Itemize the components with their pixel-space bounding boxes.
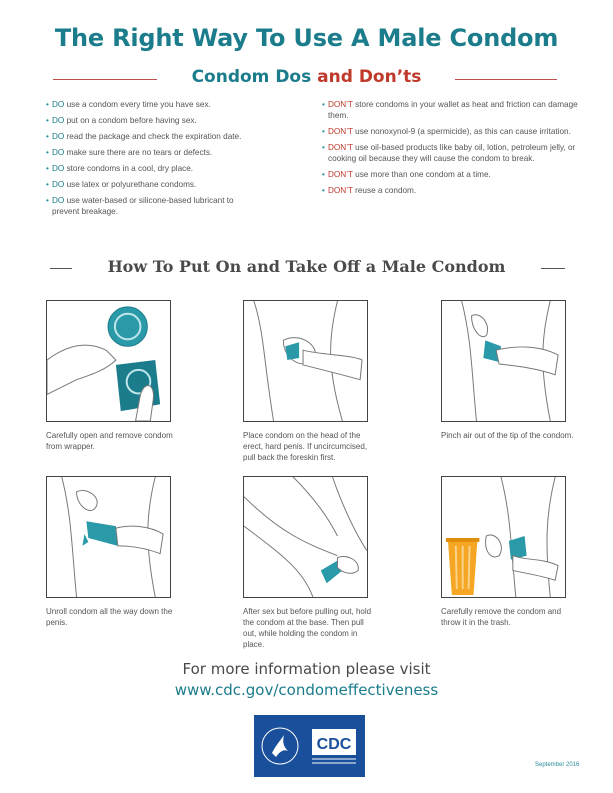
bullet-icon: • [322, 143, 325, 152]
bullet-icon: • [46, 180, 49, 189]
step-2-caption: Place condom on the head of the erect, hard penis. If uncircumcised, pull back the foreskin first. [243, 431, 368, 462]
subtitle-dos: Condom Dos [191, 67, 312, 87]
list-item: • DO use a condom every time you have sex. [46, 100, 211, 109]
hhs-eagle-icon [262, 728, 298, 764]
list-item: • DON’T use more than one condom at a time. [322, 170, 491, 179]
bullet-icon: • [46, 148, 49, 157]
bullet-icon: • [46, 100, 49, 109]
cdc-logo-icon [312, 729, 356, 763]
section-subtitle [0, 67, 613, 87]
hhs-cdc-logo [254, 715, 365, 777]
bullet-icon: • [46, 196, 49, 205]
subtitle-donts: and Don’ts [317, 67, 422, 87]
list-item: • DO make sure there are no tears or defects. [46, 148, 213, 157]
donts-list [322, 99, 582, 201]
step-5-illustration [243, 476, 368, 598]
list-item: • DO store condoms in a cool, dry place. [46, 164, 194, 173]
cdc-link[interactable]: www.cdc.gov/condomeffectiveness [174, 681, 439, 699]
step-2-illustration [243, 300, 368, 422]
list-item: • DO read the package and check the expiration date. [46, 132, 242, 141]
how-to-title: How To Put On and Take Off a Male Condom [107, 257, 506, 276]
step-4-illustration [46, 476, 171, 598]
step-5-caption: After sex but before pulling out, hold the condom at the base. Then pull out, while holding the condom in place. [243, 607, 372, 649]
bullet-icon: • [46, 132, 49, 141]
bullet-icon: • [322, 127, 325, 136]
step-1-caption: Carefully open and remove condom from wrapper. [46, 431, 173, 451]
step-6-caption: Carefully remove the condom and throw it in the trash. [441, 607, 562, 627]
list-item: • DO use water-based or silicone-based lubricant to prevent breakage. [46, 196, 234, 216]
bullet-icon: • [46, 164, 49, 173]
trash-can-icon [446, 538, 479, 595]
step-3-caption: Pinch air out of the tip of the condom. [441, 431, 574, 440]
list-item: • DO put on a condom before having sex. [46, 116, 197, 125]
step-6-illustration [441, 476, 566, 598]
list-item: • DON’T store condoms in your wallet as heat and friction can damage them. [322, 100, 578, 120]
dos-list [46, 99, 256, 222]
step-1-illustration [46, 300, 171, 422]
bullet-icon: • [322, 100, 325, 109]
bullet-icon: • [322, 170, 325, 179]
step-3-illustration [441, 300, 566, 422]
list-item: • DON’T use oil-based products like baby oil, lotion, petroleum jelly, or cooking oil because they will cause the condom to break. [322, 143, 576, 163]
list-item: • DON’T use nonoxynol-9 (a spermicide), as this can cause irritation. [322, 127, 571, 136]
publication-date: September 2016 [535, 762, 580, 768]
list-item: • DON’T reuse a condom. [322, 186, 417, 195]
step-4-caption: Unroll condom all the way down the penis. [46, 607, 173, 627]
cdc-logo-text: CDC [316, 736, 352, 753]
more-info-text: For more information please visit [182, 660, 431, 678]
list-item: • DO use latex or polyurethane condoms. [46, 180, 197, 189]
bullet-icon: • [322, 186, 325, 195]
page-title: The Right Way To Use A Male Condom [54, 24, 559, 52]
bullet-icon: • [46, 116, 49, 125]
